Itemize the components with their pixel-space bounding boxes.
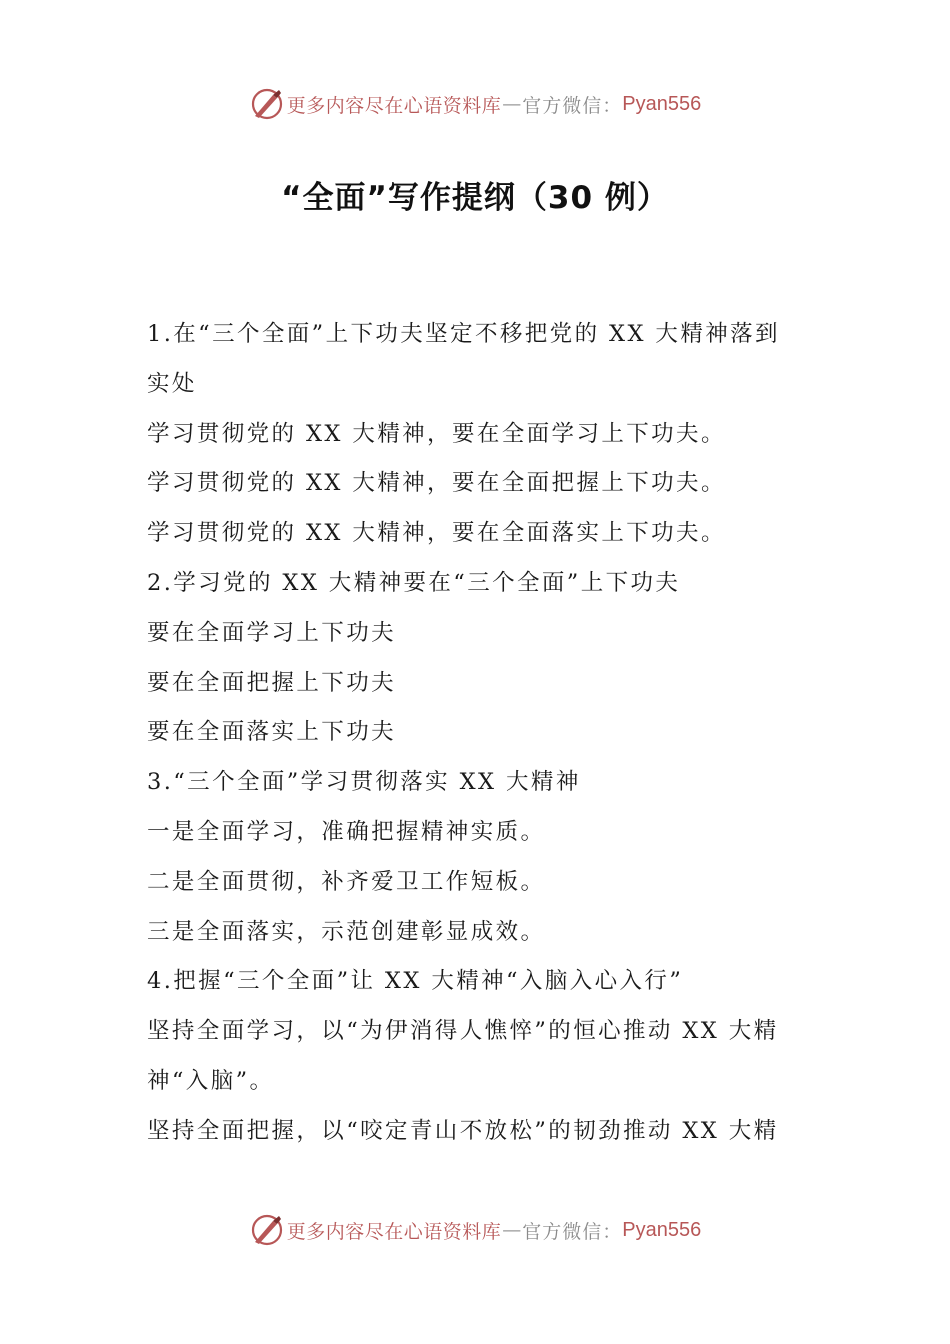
- body-line: 坚持全面把握，以“咬定青山不放松”的韧劲推动 XX 大精: [147, 1117, 779, 1144]
- banner-wechat-label: 官方微信：: [522, 1220, 623, 1243]
- banner-dash: —: [502, 93, 522, 115]
- banner-wechat-label: 官方微信：: [522, 94, 623, 117]
- banner-wechat-id: Pyan556: [622, 1218, 702, 1241]
- body-line: 实处: [147, 370, 197, 397]
- body-line: 神“入脑”。: [147, 1067, 275, 1094]
- body-line: 要在全面学习上下功夫: [147, 619, 397, 646]
- pen-logo-icon: [249, 86, 285, 122]
- document-body: [147, 310, 813, 1157]
- banner-library-text: 更多内容尽在心语资料库: [286, 1220, 502, 1243]
- body-line: 学习贯彻党的 XX 大精神，要在全面学习上下功夫。: [147, 420, 726, 447]
- document-title: “全面”写作提纲（30 例）: [281, 180, 669, 216]
- body-line: 坚持全面学习，以“为伊消得人憔悴”的恒心推动 XX 大精: [147, 1018, 779, 1045]
- header-watermark-banner: [0, 84, 950, 124]
- banner-wechat-id: Pyan556: [622, 92, 702, 115]
- body-line: 2.学习党的 XX 大精神要在“三个全面”上下功夫: [147, 569, 681, 596]
- body-line: 要在全面落实上下功夫: [147, 719, 397, 746]
- banner-dash: —: [502, 1219, 522, 1241]
- body-line: 1.在“三个全面”上下功夫坚定不移把党的 XX 大精神落到: [147, 321, 780, 347]
- footer-watermark-banner: [0, 1210, 950, 1250]
- banner-library-text: 更多内容尽在心语资料库: [286, 94, 502, 117]
- body-line: 3.“三个全面”学习贯彻落实 XX 大精神: [147, 769, 581, 796]
- body-line: 二是全面贯彻，补齐爱卫工作短板。: [147, 868, 546, 895]
- body-line: 三是全面落实，示范创建彰显成效。: [147, 918, 546, 945]
- pen-logo-icon: [249, 1212, 285, 1248]
- body-line: 学习贯彻党的 XX 大精神，要在全面把握上下功夫。: [147, 470, 726, 497]
- body-line: 4.把握“三个全面”让 XX 大精神“入脑入心入行”: [147, 968, 684, 995]
- body-line: 学习贯彻党的 XX 大精神，要在全面落实上下功夫。: [147, 520, 726, 547]
- body-line: 一是全面学习，准确把握精神实质。: [147, 818, 546, 845]
- body-line: 要在全面把握上下功夫: [147, 669, 397, 696]
